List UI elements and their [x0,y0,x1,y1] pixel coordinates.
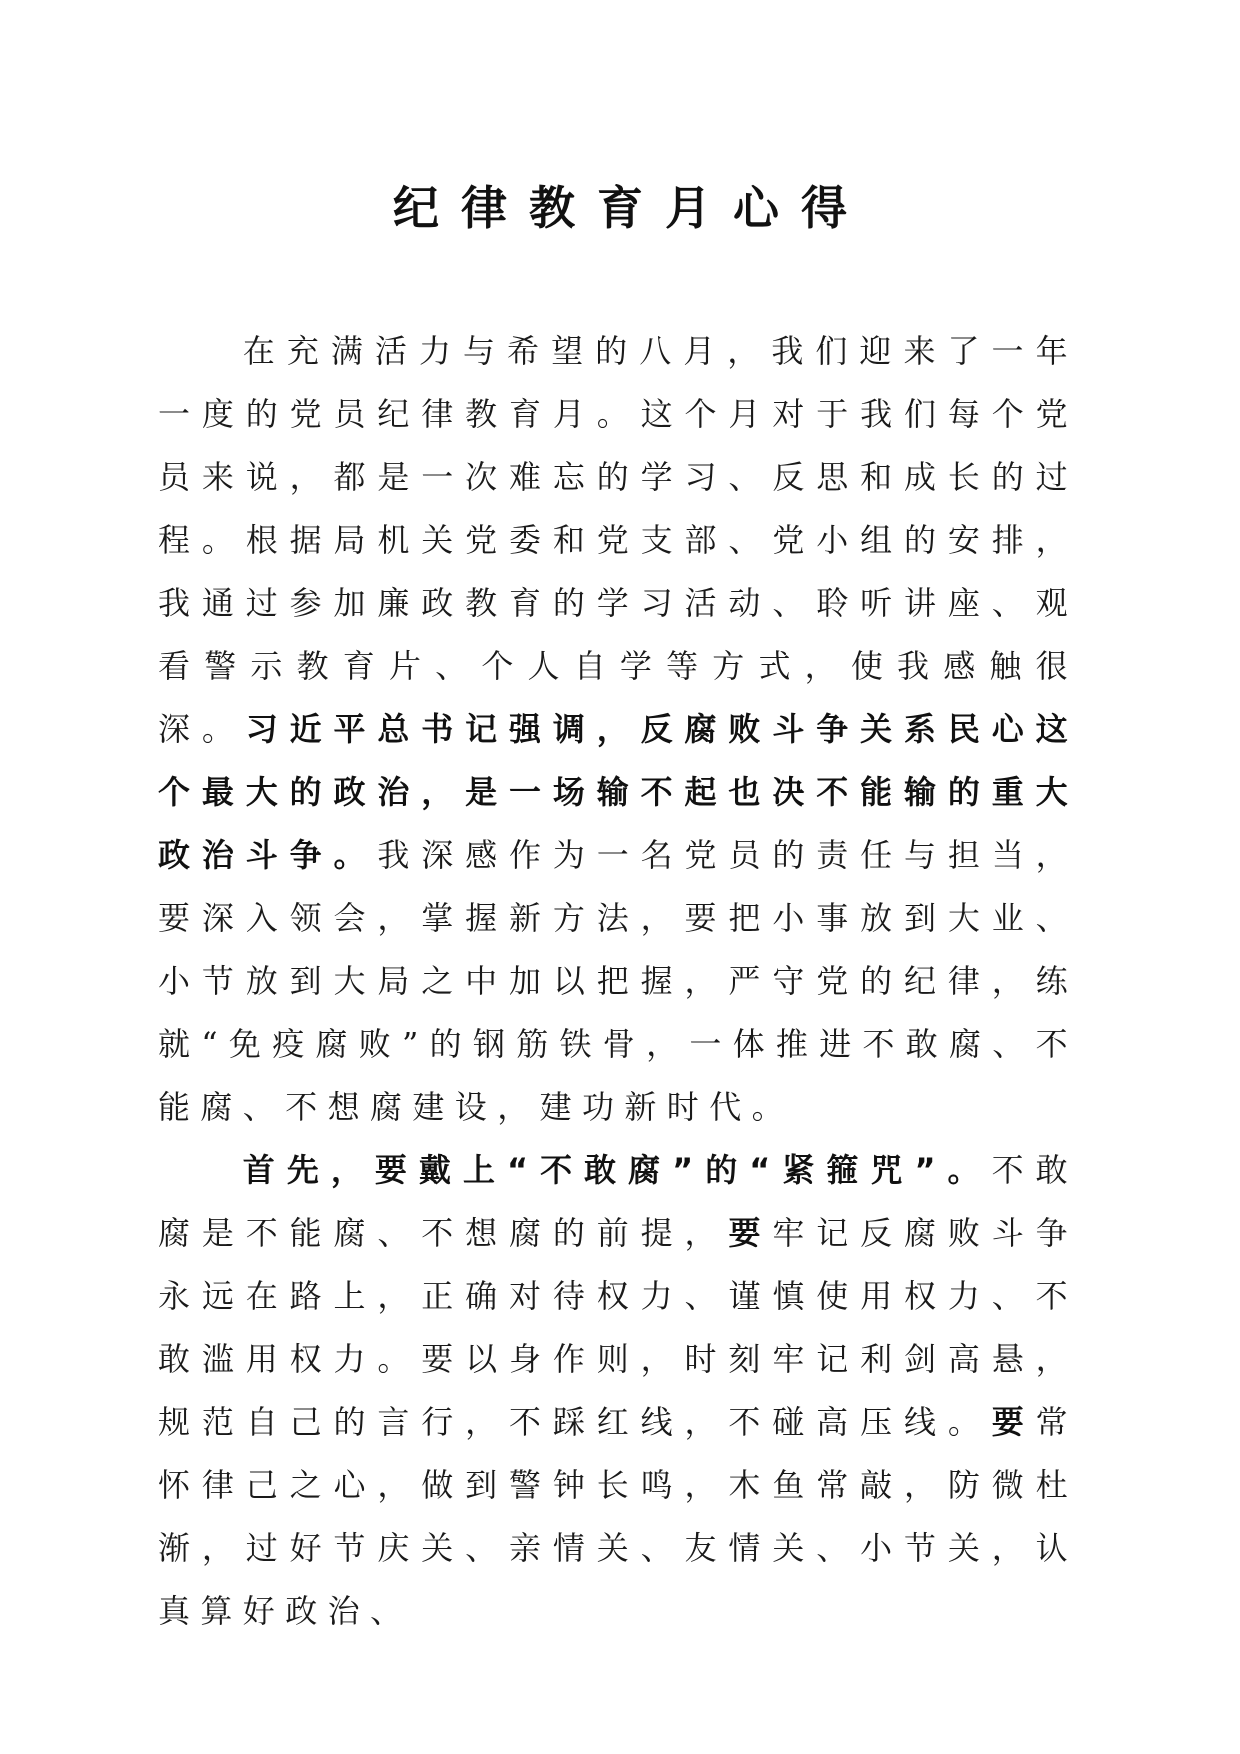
emphasized-word: 要 [728,1214,773,1252]
text-segment: 在充满活力与希望的八月，我们迎来了一年一度的党员纪律教育月。这个月对于我们每个党员来说，都是一次难忘的学习、反思和成长的过程。根据局机关党委和党支部、党小组的安排，我通过参加廉政教育的学习活动、聆听讲座、观看警示教育片、个人自学等方式，使我感触很深。 [158,332,1078,748]
text-segment: 常怀律己之心，做到警钟长鸣，木鱼常敲，防微杜渐，过好节庆关、亲情关、友情关、小节关，认真算好政治、 [158,1403,1078,1630]
point-heading: 首先，要戴上“不敢腐”的“紧箍咒”。 [242,1151,992,1189]
paragraph-intro [158,320,1078,1139]
emphasized-quote: 习近平总书记强调，反腐败斗争关系民心这个最大的政治，是一场输不起也决不能输的重大政治斗争。 [158,710,1078,874]
document-title: 纪律教育月心得 [393,181,869,235]
document-body [158,320,1078,1643]
text-segment: 牢记反腐败斗争永远在路上，正确对待权力、谨慎使用权力、不敢滥用权力。要以身作则，时刻牢记利剑高悬，规范自己的言行，不踩红线，不碰高压线。 [158,1214,1079,1441]
paragraph-first-point [158,1139,1078,1643]
text-segment: 不敢腐是不能腐、不想腐的前提， [158,1151,1078,1252]
text-segment: 我深感作为一名党员的责任与担当，要深入领会，掌握新方法，要把小事放到大业、小节放到大局之中加以把握，严守党的纪律，练就“免疫腐败”的钢筋铁骨，一体推进不敢腐、不能腐、不想腐建设，建功新时代。 [158,836,1078,1126]
emphasized-word: 要 [991,1403,1036,1441]
